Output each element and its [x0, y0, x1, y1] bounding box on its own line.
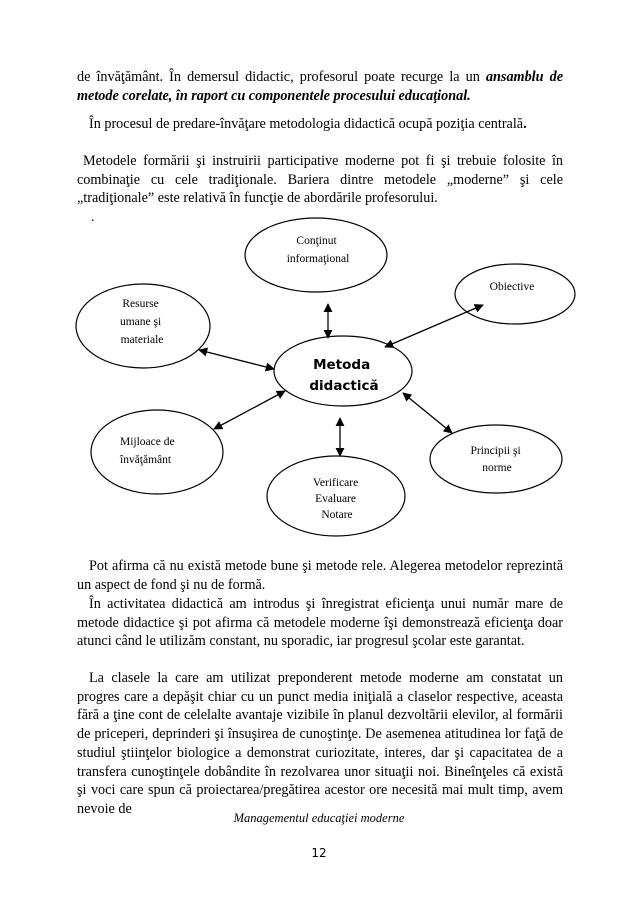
participative-methods-paragraph: Metodele formării şi instruirii participative moderne pot fi şi trebuie folosite în combinaţie cu cele tradiţionale. Bariera dintre metodele „moderne” şi cele „tradiţionale” este relativă în funcţie de abordările profesorului.: [77, 153, 563, 207]
arrow-center-obiective: [385, 305, 483, 347]
intro-emphasis: ansamblu de metode corelate, în raport cu componentele procesului educaţional.: [77, 69, 564, 104]
good-bad-methods-paragraph: Pot afirma că nu există metode bune şi metode rele. Alegerea metodelor reprezintă un aspect de fond şi nu de formă.: [77, 558, 563, 593]
arrow-center-resurse: [199, 350, 274, 369]
page-number: 12: [311, 846, 327, 860]
intro-text: de învăţământ. În demersul didactic, profesorul poate recurge la un: [77, 69, 486, 85]
node-obiective-label: Obiective: [489, 281, 535, 293]
footer-book-title: Managementul educaţiei moderne: [233, 811, 405, 825]
central-methodology-paragraph: [77, 115, 563, 134]
efficiency-paragraph: În activitatea didactică am introdus şi înregistrat eficienţa unui număr mare de metode didactice şi pot afirma că metodele moderne îşi demonstrează eficienţa doar atunci când le utilizăm constant, nu sporadic, iar progresul şcolar este garantat.: [77, 596, 563, 650]
node-mijloace-ellipse: [91, 410, 223, 494]
arrow-center-principii: [403, 393, 452, 433]
stray-dot: .: [91, 210, 95, 225]
node-resurse-label: Resurse umane şi materiale: [119, 298, 164, 346]
node-principii-ellipse: [430, 425, 562, 493]
center-label: Metoda didactică: [309, 357, 379, 394]
node-principii-label: Principii şi norme: [470, 445, 521, 474]
node-continut-label: Conţinut informaţional: [286, 235, 350, 265]
node-obiective-ellipse: [455, 264, 575, 324]
arrow-center-mijloace: [214, 391, 285, 429]
node-mijloace-label: Mijloace de învăţământ: [120, 436, 175, 466]
intro-paragraph: [77, 68, 563, 105]
progress-paragraph: La clasele la care am utilizat preponderent metode moderne am constatat un progres care a depăşit chiar cu un punct media iniţială a claselor respective, aceasta fără a ţine cont de celelalte avantaje vizibile în planul dezvoltării elevilor, al formării de priceperi, deprinderi şi însuşirea de cunoştinţe. De asemenea atitudinea lor faţă de studiul ştiinţelor biologice a demonstrat curiozitate, interes, dar şi capacitatea de a transfera cunoştinţele dobândite în rezolvarea unor situaţii noi. Bineînţeles că există şi voci care spun că proiectarea/pregătirea acestor ore necesită mai mult timp, avem nevoie de: [77, 670, 563, 817]
method-diagram: [0, 210, 638, 540]
central-methodology-text: În procesul de predare-învăţare metodologia didactică ocupă poziţia centrală: [89, 116, 524, 132]
central-methodology-period: .: [523, 116, 527, 132]
node-verificare-label: Verificare Evaluare Notare: [312, 477, 359, 521]
